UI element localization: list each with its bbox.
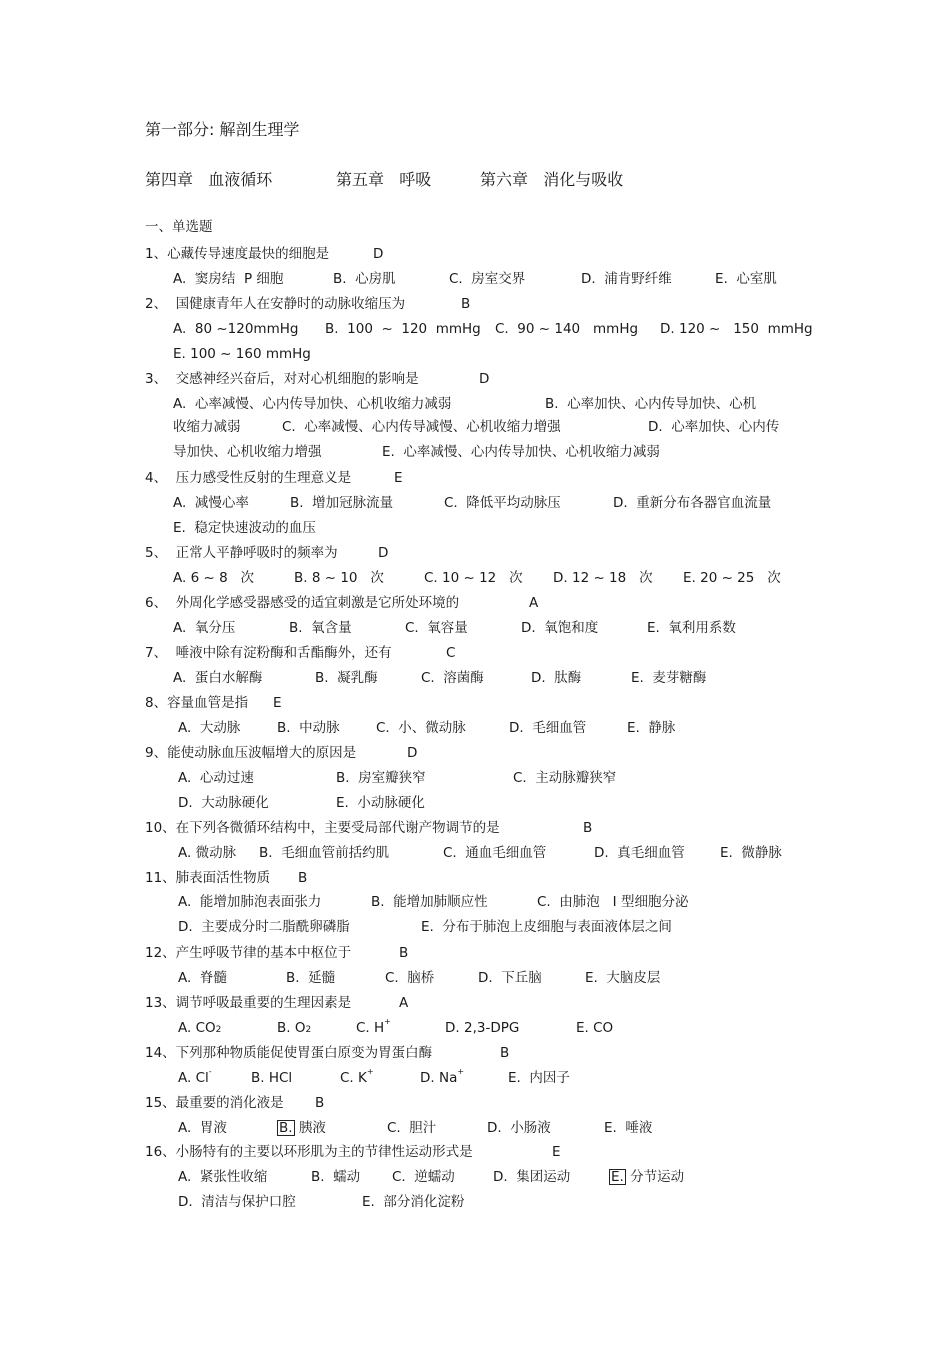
q14-option-a-text: A. Cl bbox=[178, 1070, 209, 1086]
q6-option-e: E. 氧利用系数 bbox=[647, 620, 736, 636]
q14-option-a-superscript: - bbox=[208, 1067, 212, 1076]
q16-option-d: D. 集团运动 bbox=[493, 1169, 571, 1185]
q3-option-a: A. 心率减慢、心内传导加快、心机收缩力减弱 bbox=[173, 396, 452, 412]
q6-stem: 6、 外周化学感受器感受的适宜刺激是它所处环境的 bbox=[145, 595, 460, 611]
q15-stem: 15、最重要的消化液是 bbox=[145, 1095, 284, 1111]
q4-answer: E bbox=[394, 470, 403, 486]
q12-option-d: D. 下丘脑 bbox=[478, 970, 542, 986]
q3-answer: D bbox=[479, 371, 490, 387]
chapter-5: 第五章 呼吸 bbox=[336, 170, 432, 189]
q7-option-b: B. 凝乳酶 bbox=[315, 670, 378, 686]
q8-answer: E bbox=[273, 695, 282, 711]
q6-answer: A bbox=[529, 595, 539, 611]
q13-option-b-text: B. O bbox=[277, 1020, 306, 1036]
q16-stem: 16、小肠特有的主要以环形肌为主的节律性运动形式是 bbox=[145, 1144, 473, 1160]
q6-option-b: B. 氧含量 bbox=[289, 620, 352, 636]
q9-option-a: A. 心动过速 bbox=[178, 770, 254, 786]
q16-option-c: C. 逆蠕动 bbox=[392, 1169, 455, 1185]
q12-option-b: B. 延髓 bbox=[286, 970, 336, 986]
q2-option-b: B. 100 ~ 120 mmHg bbox=[325, 321, 481, 337]
q2-stem: 2、 国健康青年人在安静时的动脉收缩压为 bbox=[145, 296, 406, 312]
q14-option-c-superscript: + bbox=[366, 1067, 374, 1076]
q14-option-e: E. 内因子 bbox=[508, 1070, 570, 1086]
q2-option-d: D. 120 ~ 150 mmHg bbox=[660, 321, 813, 337]
q13-option-a-subscript: 2 bbox=[215, 1025, 222, 1035]
q8-option-a: A. 大动脉 bbox=[178, 720, 241, 736]
q7-option-e: E. 麦芽糖酶 bbox=[631, 670, 707, 686]
q9-option-e: E. 小动脉硬化 bbox=[336, 795, 425, 811]
q2-option-c: C. 90 ~ 140 mmHg bbox=[495, 321, 639, 337]
q13-option-c-superscript: + bbox=[384, 1017, 391, 1026]
q4-option-b: B. 增加冠脉流量 bbox=[290, 495, 394, 511]
q16-option-e-text: 分节运动 bbox=[630, 1169, 685, 1185]
q16-extra-option-d: D. 清洁与保护口腔 bbox=[178, 1194, 296, 1210]
q7-option-c: C. 溶菌酶 bbox=[421, 670, 484, 686]
q14-stem: 14、下列那种物质能促使胃蛋白原变为胃蛋白酶 bbox=[145, 1045, 433, 1061]
q11-option-d: D. 主要成分时二脂酰卵磷脂 bbox=[178, 919, 350, 935]
q3-option-d-cont: 导加快、心机收缩力增强 bbox=[173, 444, 322, 460]
q12-option-c: C. 脑桥 bbox=[385, 970, 435, 986]
q16-option-e-boxed-mark: E. bbox=[611, 1169, 624, 1185]
q2-answer: B bbox=[461, 296, 471, 312]
q6-option-a: A. 氧分压 bbox=[173, 620, 236, 636]
q15-option-b-text: 胰液 bbox=[298, 1120, 326, 1136]
q12-answer: B bbox=[399, 945, 409, 961]
q13-option-a-text: A. CO bbox=[178, 1020, 216, 1036]
q16-option-b: B. 蠕动 bbox=[311, 1169, 361, 1185]
q5-option-c: C. 10 ~ 12 次 bbox=[424, 570, 523, 586]
q1-stem: 1、心藏传导速度最快的细胞是 bbox=[145, 246, 330, 262]
q15-option-e: E. 唾液 bbox=[604, 1120, 653, 1136]
q8-stem: 8、容量血管是指 bbox=[145, 695, 249, 711]
q14-answer: B bbox=[500, 1045, 510, 1061]
q15-answer: B bbox=[315, 1095, 325, 1111]
section-heading: 一、单选题 bbox=[145, 219, 213, 235]
q10-option-d: D. 真毛细血管 bbox=[594, 845, 685, 861]
q14-option-d-superscript: + bbox=[457, 1067, 465, 1076]
q13-option-c bbox=[356, 1017, 391, 1036]
q9-stem: 9、能使动脉血压波幅增大的原因是 bbox=[145, 745, 357, 761]
q16-option-a: A. 紧张性收缩 bbox=[178, 1169, 268, 1185]
q16-extra-option-e: E. 部分消化淀粉 bbox=[362, 1194, 465, 1210]
q16-answer: E bbox=[552, 1144, 561, 1160]
q7-option-a: A. 蛋白水解酶 bbox=[173, 670, 263, 686]
q5-answer: D bbox=[378, 545, 389, 561]
q10-option-c: C. 通血毛细血管 bbox=[443, 845, 547, 861]
q5-option-e: E. 20 ~ 25 次 bbox=[683, 570, 781, 586]
q1-option-c: C. 房室交界 bbox=[449, 271, 526, 287]
q10-option-e: E. 微静脉 bbox=[720, 845, 782, 861]
q3-option-b: B. 心率加快、心内传导加快、心机 bbox=[545, 396, 757, 412]
q4-option-a: A. 减慢心率 bbox=[173, 495, 249, 511]
q7-option-d: D. 肽酶 bbox=[531, 670, 582, 686]
q14-option-c bbox=[340, 1067, 374, 1086]
q2-option-a: A. 80 ~120mmHg bbox=[173, 321, 299, 337]
q13-option-d: D. 2,3-DPG bbox=[445, 1020, 520, 1036]
q11-option-e: E. 分布于肺泡上皮细胞与表面液体层之间 bbox=[421, 919, 672, 935]
q12-option-a: A. 脊髓 bbox=[178, 970, 227, 986]
q15-option-a: A. 胃液 bbox=[178, 1120, 227, 1136]
q9-option-d: D. 大动脉硬化 bbox=[178, 795, 269, 811]
q10-option-a: A. 微动脉 bbox=[178, 845, 237, 861]
q13-answer: A bbox=[399, 995, 409, 1011]
q1-option-b: B. 心房肌 bbox=[333, 271, 396, 287]
q11-option-c: C. 由肺泡 I 型细胞分泌 bbox=[537, 894, 689, 910]
q3-option-c: C. 心率减慢、心内传导减慢、心机收缩力增强 bbox=[282, 419, 561, 435]
q2-option-e: E. 100 ~ 160 mmHg bbox=[173, 346, 311, 362]
q4-option-d: D. 重新分布各器官血流量 bbox=[613, 495, 772, 511]
q13-option-e: E. CO bbox=[576, 1020, 614, 1036]
q13-option-b bbox=[277, 1022, 311, 1036]
q5-option-b: B. 8 ~ 10 次 bbox=[294, 570, 384, 586]
q14-option-d bbox=[420, 1067, 465, 1086]
q13-option-a bbox=[178, 1022, 221, 1036]
q16-option-e bbox=[609, 1169, 684, 1185]
q11-stem: 11、肺表面活性物质 bbox=[145, 870, 271, 886]
q9-option-c: C. 主动脉瓣狭窄 bbox=[513, 770, 617, 786]
q3-option-e: E. 心率减慢、心内传导加快、心机收缩力减弱 bbox=[382, 444, 660, 460]
q14-option-d-text: D. Na bbox=[420, 1070, 458, 1086]
q13-option-c-text: C. H bbox=[356, 1020, 385, 1036]
q7-stem: 7、 唾液中除有淀粉酶和舌酯酶外，还有 bbox=[145, 645, 392, 661]
part-title: 第一部分: 解剖生理学 bbox=[145, 120, 300, 139]
q6-option-c: C. 氧容量 bbox=[405, 620, 468, 636]
q15-option-d: D. 小肠液 bbox=[487, 1120, 551, 1136]
q4-option-e: E. 稳定快速波动的血压 bbox=[173, 520, 316, 536]
q12-option-e: E. 大脑皮层 bbox=[585, 970, 661, 986]
q10-stem: 10、在下列各微循环结构中，主要受局部代谢产物调节的是 bbox=[145, 820, 500, 836]
q1-option-d: D. 浦肯野纤维 bbox=[581, 271, 672, 287]
chapter-6: 第六章 消化与吸收 bbox=[480, 170, 624, 189]
q14-option-c-text: C. K bbox=[340, 1070, 367, 1086]
q5-stem: 5、 正常人平静呼吸时的频率为 bbox=[145, 545, 338, 561]
q5-option-a: A. 6 ~ 8 次 bbox=[173, 570, 255, 586]
q13-option-b-subscript: 2 bbox=[305, 1025, 312, 1035]
q3-option-d: D. 心率加快、心内传 bbox=[648, 419, 780, 435]
q15-option-b-boxed-mark: B. bbox=[279, 1120, 293, 1136]
q14-option-b: B. HCl bbox=[251, 1070, 293, 1086]
chapter-4: 第四章 血液循环 bbox=[145, 170, 273, 189]
q1-option-e: E. 心室肌 bbox=[715, 271, 777, 287]
q3-option-b-cont: 收缩力减弱 bbox=[173, 419, 241, 435]
q10-option-b: B. 毛细血管前括约肌 bbox=[259, 845, 390, 861]
q3-stem: 3、 交感神经兴奋后，对对心机细胞的影响是 bbox=[145, 371, 419, 387]
q1-answer: D bbox=[373, 246, 384, 262]
q6-option-d: D. 氧饱和度 bbox=[521, 620, 599, 636]
q5-option-d: D. 12 ~ 18 次 bbox=[553, 570, 653, 586]
q7-answer: C bbox=[446, 645, 456, 661]
q12-stem: 12、产生呼吸节律的基本中枢位于 bbox=[145, 945, 352, 961]
q8-option-c: C. 小、微动脉 bbox=[376, 720, 466, 736]
q10-answer: B bbox=[583, 820, 593, 836]
q11-answer: B bbox=[298, 870, 308, 886]
q13-stem: 13、调节呼吸最重要的生理因素是 bbox=[145, 995, 352, 1011]
q15-option-b bbox=[277, 1120, 326, 1136]
q4-stem: 4、 压力感受性反射的生理意义是 bbox=[145, 470, 352, 486]
q15-option-c: C. 胆汁 bbox=[387, 1120, 437, 1136]
q4-option-c: C. 降低平均动脉压 bbox=[444, 495, 561, 511]
q9-answer: D bbox=[407, 745, 418, 761]
q8-option-e: E. 静脉 bbox=[627, 720, 676, 736]
q8-option-b: B. 中动脉 bbox=[277, 720, 340, 736]
q8-option-d: D. 毛细血管 bbox=[509, 720, 587, 736]
q11-option-b: B. 能增加肺顺应性 bbox=[371, 894, 488, 910]
q11-option-a: A. 能增加肺泡表面张力 bbox=[178, 894, 322, 910]
q9-option-b: B. 房室瓣狭窄 bbox=[336, 770, 426, 786]
q14-option-a bbox=[178, 1067, 212, 1086]
q1-option-a: A. 窦房结 P 细胞 bbox=[173, 271, 284, 287]
